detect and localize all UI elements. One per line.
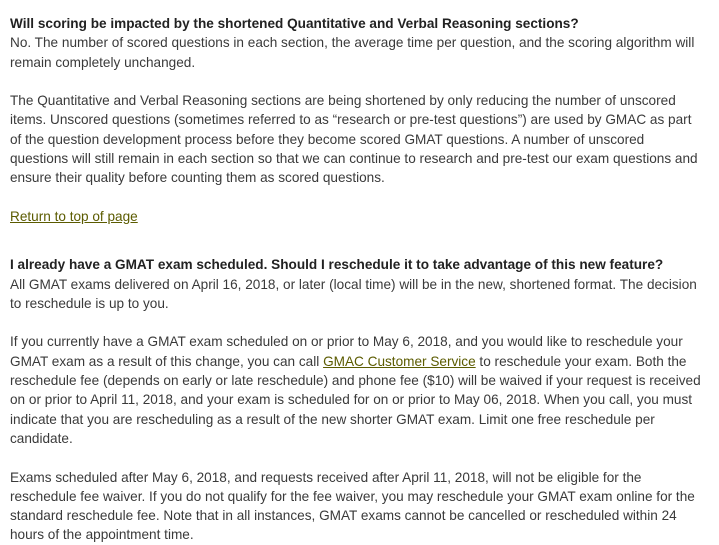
faq-answer: No. The number of scored questions in each section, the average time per question, and the scoring algorithm will remain completely unchanged. xyxy=(10,35,695,70)
faq-reschedule xyxy=(10,255,702,544)
faq-answer xyxy=(10,332,702,448)
return-to-top-link[interactable]: Return to top of page xyxy=(10,208,138,224)
answer-text: If you currently have a GMAT exam scheduled on or prior to May 6, 2018, and you would like to reschedule your GMAT exam as a result of this change, you can call xyxy=(10,334,683,369)
faq-answer: All GMAT exams delivered on April 16, 2018, or later (local time) will be in the new, shortened format. The decision to reschedule is up to you. xyxy=(10,276,697,311)
faq-answer: Exams scheduled after May 6, 2018, and requests received after April 11, 2018, will not be eligible for the reschedule fee waiver. If you do not qualify for the fee waiver, you may reschedule your GMAT exam online for the standard reschedule fee. Note that in all instances, GMAT exams cannot be cancelled or rescheduled within 24 hours of the appointment time. xyxy=(10,469,695,543)
gmac-customer-service-link[interactable]: GMAC Customer Service xyxy=(323,353,476,369)
answer-text: to reschedule your exam. Both the reschedule fee (depends on early or late reschedule) and phone fee ($10) will be waived if your request is received on or prior to April 11, 2018, and your exam is scheduled for on or prior to May 06, 2018. When you call, you must indicate that you are rescheduling as a result of the new shorter GMAT exam. Limit one free reschedule per candidate. xyxy=(10,353,701,446)
faq-answer: The Quantitative and Verbal Reasoning sections are being shortened by only reducing the number of unscored items. Unscored questions (sometimes referred to as “research or pre-test questions”) are used by GMAC as part of the question development process before they become scored GMAT questions. A number of unscored questions will still remain in each section so that we can continue to research and pre-test our exam questions and ensure their quality before counting them as scored questions. xyxy=(10,93,698,186)
faq-question: I already have a GMAT exam scheduled. Should I reschedule it to take advantage of this new feature? xyxy=(10,257,664,273)
faq-question: Will scoring be impacted by the shortened Quantitative and Verbal Reasoning sections? xyxy=(10,16,579,31)
faq-scoring xyxy=(10,14,702,226)
